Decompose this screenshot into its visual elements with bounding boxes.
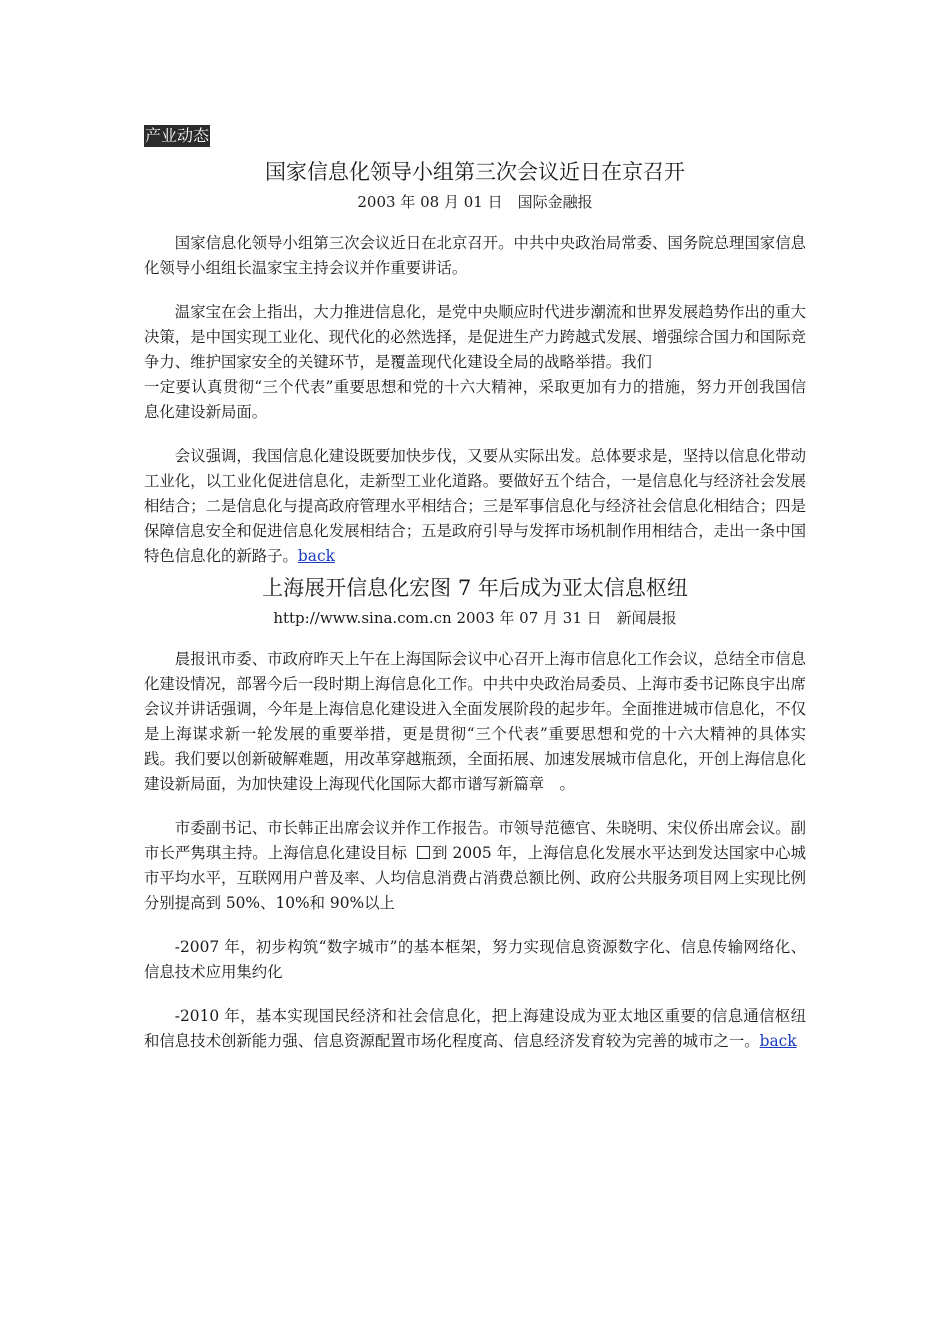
article-2-paragraph-2-text-a: 市委副书记、市长韩正出席会议并作工作报告。市领导范德官、朱晓明、宋仪侨出席会议。副市长严隽琪主持。上海信息化建设目标 — [144, 819, 806, 862]
empty-box-icon — [417, 846, 430, 859]
article-1-title: 国家信息化领导小组第三次会议近日在京召开 — [265, 160, 685, 184]
article-1-paragraph-2b: 一定要认真贯彻“三个代表”重要思想和党的十六大精神，采取更加有力的措施，努力开创我国信息化建设新局面。 — [144, 378, 806, 421]
article-2-title: 上海展开信息化宏图 7 年后成为亚太信息枢纽 — [262, 576, 688, 600]
article-2-meta: http://www.sina.com.cn 2003 年 07 月 31 日 新闻晨报 — [273, 609, 677, 627]
article-1-paragraph-2a: 温家宝在会上指出，大力推进信息化，是党中央顺应时代进步潮流和世界发展趋势作出的重大决策，是中国实现工业化、现代化的必然选择，是促进生产力跨越式发展、增强综合国力和国际竞争力、维护国家安全的关键环节，是覆盖现代化建设全局的战略举措。我们 — [144, 303, 806, 371]
article-2-paragraph-3: -2007 年，初步构筑“数字城市”的基本框架，努力实现信息资源数字化、信息传输网络化、信息技术应用集约化 — [144, 938, 806, 981]
article-2-paragraph-4 — [144, 1004, 806, 1054]
article-1-paragraph-1: 国家信息化领导小组第三次会议近日在北京召开。中共中央政治局常委、国务院总理国家信息化领导小组组长温家宝主持会议并作重要讲话。 — [144, 234, 806, 277]
article-2-paragraph-2 — [144, 816, 806, 916]
document-page — [144, 125, 806, 1073]
article-2-paragraph-1: 晨报讯市委、市政府昨天上午在上海国际会议中心召开上海市信息化工作会议，总结全市信息化建设情况，部署今后一段时期上海信息化工作。中共中央政治局委员、上海市委书记陈良宇出席会议并讲话强调，今年是上海信息化建设进入全面发展阶段的起步年。全面推进城市信息化，不仅是上海谋求新一轮发展的重要举措，更是贯彻“三个代表”重要思想和党的十六大精神的具体实践。我们要以创新破解难题，用改革穿越瓶颈，全面拓展、加速发展城市信息化，开创上海信息化建设新局面，为加快建设上海现代化国际大都市谱写新篇章 。 — [144, 650, 806, 793]
article-1-paragraph-3-text: 会议强调，我国信息化建设既要加快步伐，又要从实际出发。总体要求是，坚持以信息化带动工业化，以工业化促进信息化，走新型工业化道路。要做好五个结合，一是信息化与经济社会发展相结合；二是信息化与提高政府管理水平相结合；三是军事信息化与经济社会信息化相结合；四是保障信息安全和促进信息化发展相结合；五是政府引导与发挥市场机制作用相结合，走出一条中国特色信息化的新路子。 — [144, 447, 806, 565]
article-2-paragraph-2-text-b: 到 2005 年，上海信息化发展水平达到发达国家中心城市平均水平，互联网用户普及率、人均信息消费占消费总额比例、政府公共服务项目网上实现比例分别提高到 50%、10%和 90%以上 — [144, 844, 806, 912]
back-link[interactable]: back — [759, 1032, 797, 1050]
article-1 — [144, 157, 806, 569]
back-link[interactable]: back — [297, 547, 335, 565]
article-1-meta: 2003 年 08 月 01 日 国际金融报 — [357, 193, 593, 211]
section-tag: 产业动态 — [145, 126, 210, 145]
article-2 — [144, 573, 806, 1054]
article-1-paragraph-3 — [144, 444, 806, 569]
article-2-paragraph-4-text: -2010 年，基本实现国民经济和社会信息化，把上海建设成为亚太地区重要的信息通信枢纽和信息技术创新能力强、信息资源配置市场化程度高、信息经济发育较为完善的城市之一。 — [144, 1007, 806, 1050]
